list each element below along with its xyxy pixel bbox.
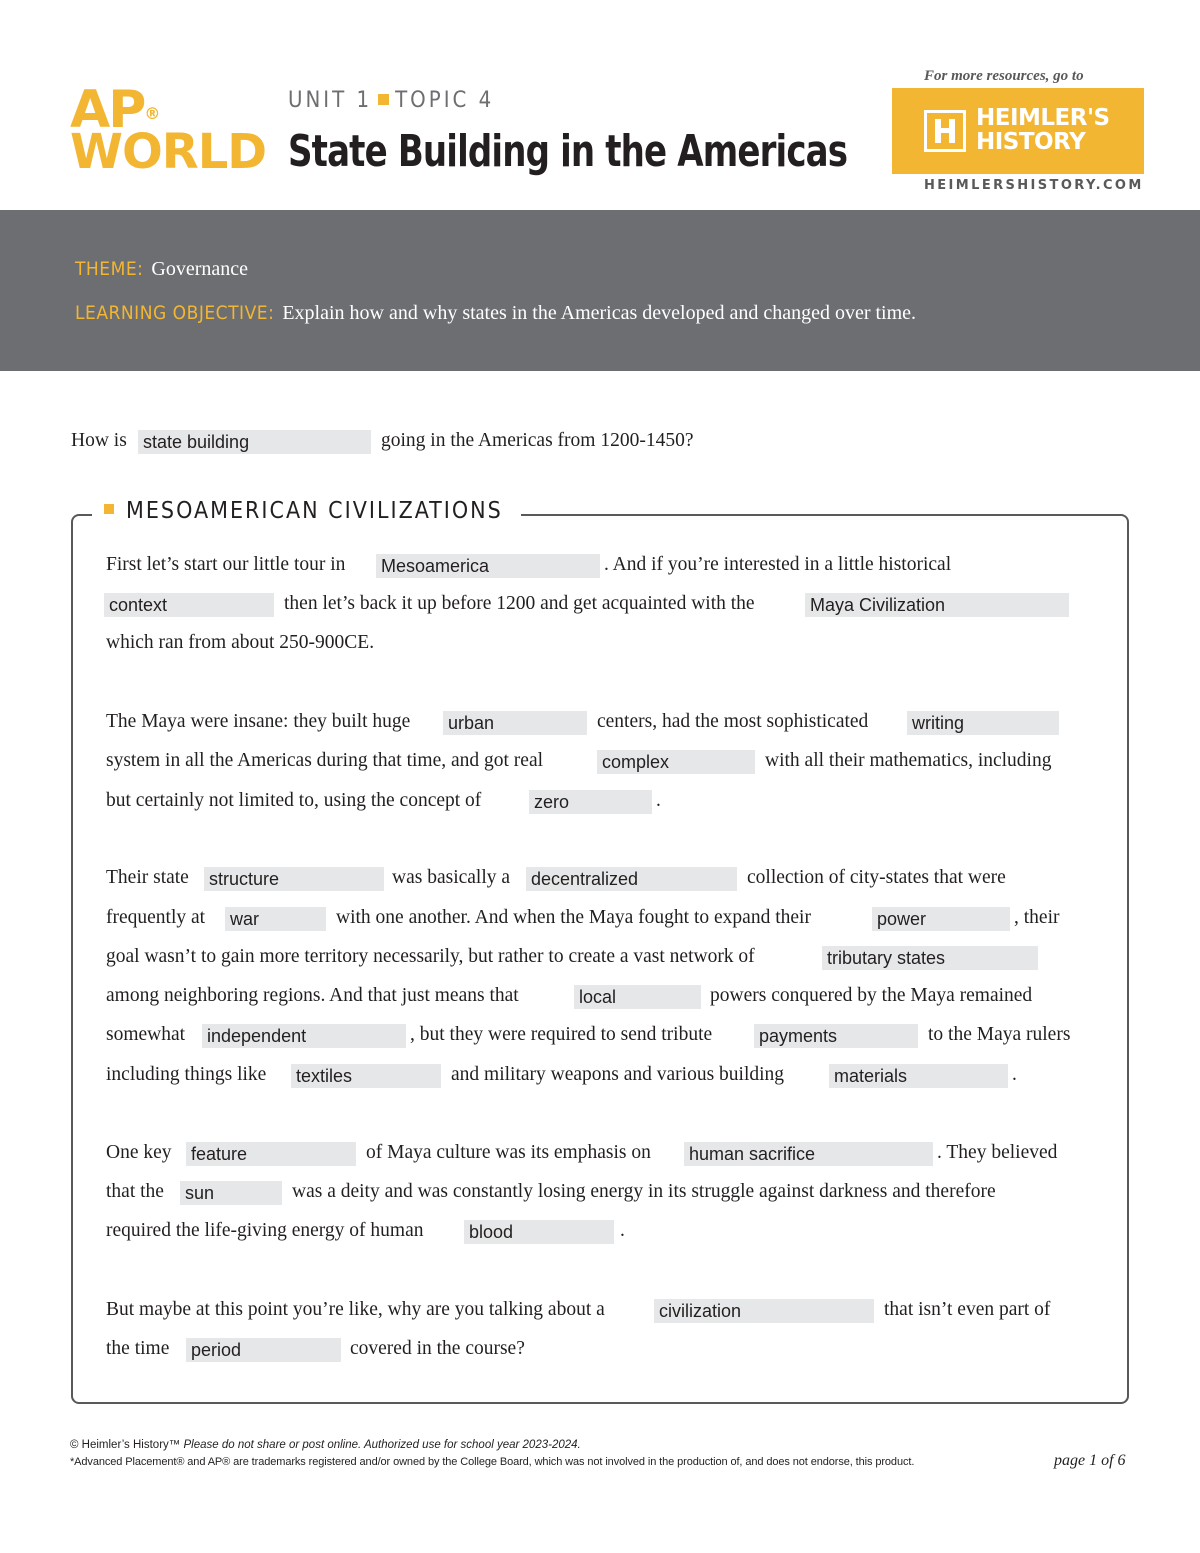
answer-blank[interactable]: Maya Civilization [805,593,1069,617]
answer-blank[interactable]: human sacrifice [684,1142,933,1166]
p2-text: . [656,790,661,811]
answer-blank[interactable]: local [574,985,701,1009]
objective-label: LEARNING OBJECTIVE: [75,302,275,324]
ap-logo: AP® [70,80,159,140]
p3-text: powers conquered by the Maya remained [710,985,1033,1006]
answer-blank[interactable]: zero [529,790,652,814]
p4-text: was a deity and was constantly losing energy in its struggle against darkness and therefore [292,1181,996,1202]
p2-text: The Maya were insane: they built huge [106,711,411,732]
p4-text: . They believed [937,1142,1058,1163]
p3-text: Their state [106,867,189,888]
p3-text: including things like [106,1064,267,1085]
brand-line2: HISTORY [976,129,1086,155]
answer-blank[interactable]: urban [443,711,587,735]
p4-text: of Maya culture was its emphasis on [366,1142,651,1163]
answer-blank[interactable]: tributary states [822,946,1038,970]
section-heading-text: MESOAMERICAN CIVILIZATIONS [126,498,503,524]
answer-blank[interactable]: materials [829,1064,1008,1088]
p3-text: and military weapons and various building [451,1064,785,1085]
brand-url-link[interactable]: HEIMLERSHISTORY.COM [924,178,1144,193]
usage-notice: Please do not share or post online. Authorized use for school year 2023-2024. [183,1439,581,1451]
p3-text: among neighboring regions. And that just means that [106,985,519,1006]
answer-blank[interactable]: sun [180,1181,282,1205]
p3-text: . [1012,1064,1017,1085]
p2-text: with all their mathematics, including [765,750,1052,771]
answer-blank[interactable]: payments [754,1024,918,1048]
heading-square-icon [104,504,114,514]
unit-label: UNIT 1 [288,88,373,113]
theme-row [75,258,248,281]
answer-blank[interactable]: feature [186,1142,356,1166]
intro-text-1: How is [71,430,127,451]
p3-text: , their [1014,907,1060,928]
answer-blank[interactable]: state building [138,430,371,454]
copyright-text: © Heimler’s History™ [70,1439,181,1451]
p1-text: First let’s start our little tour in [106,554,346,575]
answer-blank[interactable]: war [225,907,326,931]
p2-text: centers, had the most sophisticated [597,711,869,732]
answer-blank[interactable]: writing [907,711,1059,735]
p4-text: One key [106,1142,172,1163]
heimlers-h-icon-bar [936,128,954,133]
p3-text: was basically a [392,867,511,888]
separator-square-icon [378,94,389,105]
answer-blank[interactable]: structure [204,867,384,891]
p5-text: that isn’t even part of [884,1299,1051,1320]
answer-blank[interactable]: blood [464,1220,614,1244]
brand-line1: HEIMLER'S [976,105,1110,131]
page-number: page 1 of 6 [1054,1452,1126,1469]
answer-blank[interactable]: complex [597,750,755,774]
p1-text: then let’s back it up before 1200 and get acquainted with the [284,593,755,614]
objective-row [75,302,916,325]
brand-name [976,106,1110,154]
p4-text: that the [106,1181,164,1202]
section-heading [92,498,521,524]
objective-value: Explain how and why states in the Americas developed and changed over time. [282,302,917,324]
p1-text: . And if you’re interested in a little historical [604,554,952,575]
p2-text: but certainly not limited to, using the concept of [106,790,482,811]
answer-blank[interactable]: textiles [291,1064,441,1088]
answer-blank[interactable]: period [186,1338,341,1362]
theme-banner [0,210,1200,371]
answer-blank[interactable]: Mesoamerica [376,554,600,578]
p2-text: system in all the Americas during that time, and got real [106,750,544,771]
unit-topic-line [288,88,494,113]
intro-text-2: going in the Americas from 1200-1450? [381,430,694,451]
p3-text: to the Maya rulers [928,1024,1071,1045]
p5-text: covered in the course? [350,1338,525,1359]
p3-text: goal wasn’t to gain more territory necessarily, but rather to create a vast network of [106,946,755,967]
p4-text: . [620,1220,625,1241]
p3-text: , but they were required to send tribute [410,1024,713,1045]
p3-text: collection of city-states that were [747,867,1006,888]
answer-blank[interactable]: civilization [654,1299,874,1323]
world-logo: WORLD [70,124,267,180]
answer-blank[interactable]: power [872,907,1010,931]
p3-text: somewhat [106,1024,186,1045]
p1-text: which ran from about 250-900CE. [106,632,375,653]
resources-text: For more resources, go to [924,68,1084,84]
p3-text: with one another. And when the Maya fought to expand their [336,907,811,928]
p3-text: frequently at [106,907,206,928]
answer-blank[interactable]: context [104,593,274,617]
answer-blank[interactable]: decentralized [526,867,737,891]
theme-label: THEME: [75,258,144,280]
p5-text: the time [106,1338,170,1359]
theme-value: Governance [151,258,249,280]
p5-text: But maybe at this point you’re like, why are you talking about a [106,1299,605,1320]
answer-blank[interactable]: independent [202,1024,406,1048]
p4-text: required the life-giving energy of human [106,1220,424,1241]
topic-label: TOPIC 4 [395,88,495,113]
copyright-line [70,1439,581,1451]
page-title: State Building in the Americas [288,126,848,177]
trademark-notice: *Advanced Placement® and AP® are trademarks registered and/or owned by the College Board, which was not involved in the production of, and does not endorse, this product. [70,1456,915,1468]
